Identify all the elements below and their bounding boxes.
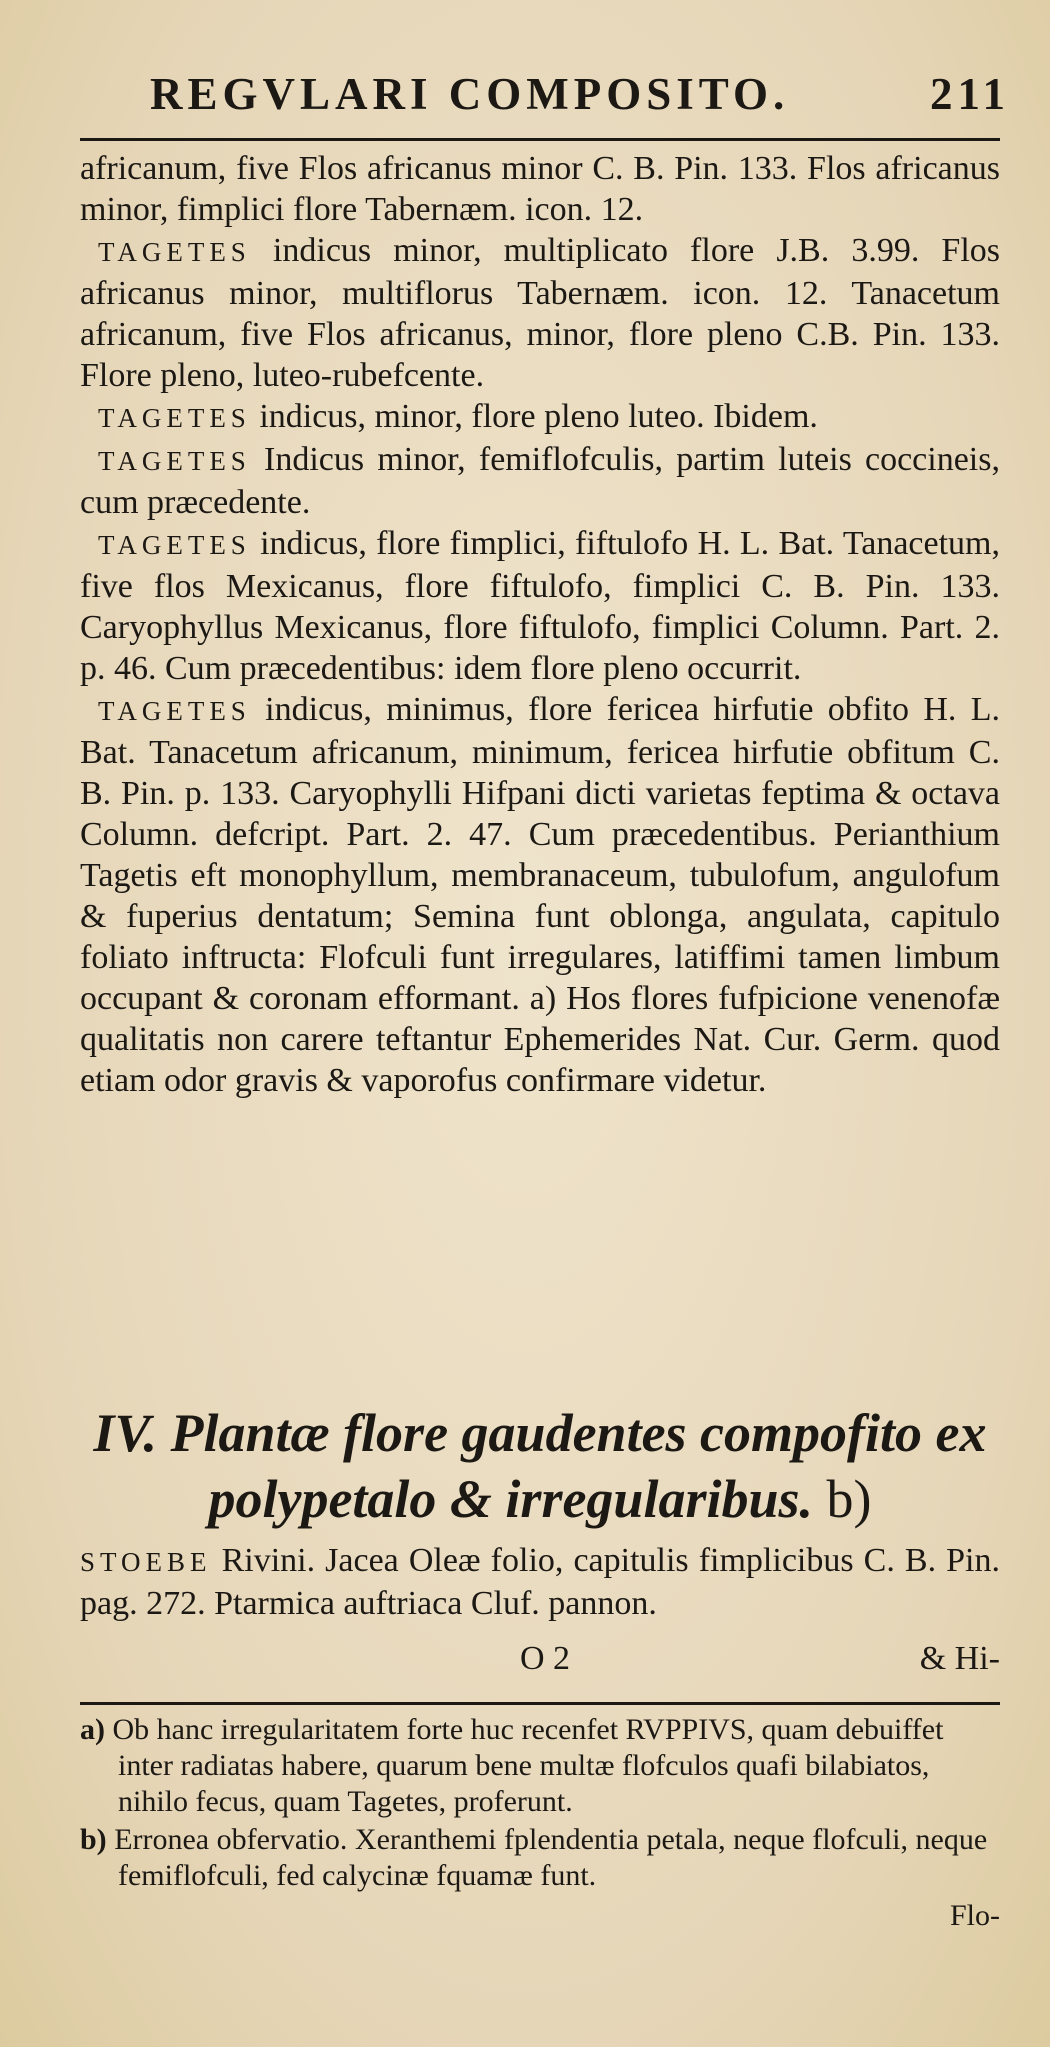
text-paragraph: africanum, five Flos africanus minor C. B. Pin. 133. Flos africanus minor, fimplici flore Tabernæm. icon. 12. [80, 150, 1000, 228]
page-number: 211 [929, 69, 1010, 119]
genus-name: TAGETES [98, 237, 251, 267]
footnote: a) Ob hanc irregularitatem forte huc recenfet RVPPIVS, quam debuiffet inter radiatas habere, quarum bene multæ flofculos quafi bilabiatos, nihilo fecus, quam Tagetes, proferunt. [80, 1713, 944, 1818]
genus-name: TAGETES [98, 403, 251, 433]
text-paragraph: TAGETES indicus, minimus, flore fericea hirfutie obfito H. L. Bat. Tanacetum africanum, minimum, fericea hirfutie obfitum C. B. Pin. p. 133. Caryophylli Hifpani dicti varietas feptima & octava Column. defcript. Part. 2. 47. Cum præcedentibus. Perianthium Tagetis eft monophyllum, membranaceum, tubulofum, angulofum & fuperius dentatum; Semina funt oblonga, angulata, capitulo foliato inftructa: Flofculi funt irregulares, latiffimi tamen limbum occupant & coronam efformant. a) Hos flores fufpicione venenofæ qualitatis non carere teftantur Ephemerides Nat. Cur. Germ. quod etiam odor gravis & vaporofus confirmare videtur. [80, 691, 1001, 1099]
footnote: b) Erronea obfervatio. Xeranthemi fplendentia petala, neque flofculi, neque femiflofculi, fed calycinæ fquamæ funt. [80, 1823, 988, 1892]
footnote-mark: b) [826, 1469, 872, 1529]
running-title: REGVLARI COMPOSITO. [150, 69, 790, 119]
header-rule [80, 138, 1000, 141]
catchword: & Hi- [919, 1640, 1000, 1677]
section-heading-line-1: IV. Plantæ flore gaudentes compofito ex [93, 1403, 987, 1463]
footnotes [80, 1712, 1000, 1934]
page-header [150, 68, 1010, 128]
genus-name: STOEBE [80, 1547, 212, 1577]
stoebe-entry: STOEBE Rivini. Jacea Oleæ folio, capitulis fimplicibus C. B. Pin. pag. 272. Ptarmica auftriaca Cluf. pannon. [80, 1542, 1001, 1622]
printer-signature: O 2 [520, 1640, 571, 1677]
genus-name: TAGETES [98, 530, 251, 560]
section-heading-line-2: polypetalo & irregularibus. b) [208, 1469, 872, 1529]
genus-name: TAGETES [98, 446, 251, 476]
footnote-rule [80, 1702, 1000, 1705]
main-text [80, 148, 1000, 1101]
text-paragraph: TAGETES Indicus minor, femiflofculis, partim luteis coccineis, cum præcedente. [80, 441, 1000, 521]
text-paragraph: TAGETES indicus minor, multiplicato flore J.B. 3.99. Flos africanus minor, multiflorus Tabernæm. icon. 12. Tanacetum africanum, five Flos africanus, minor, flore pleno C.B. Pin. 133. Flore pleno, luteo-rubefcente. [80, 232, 1000, 394]
genus-name: TAGETES [98, 696, 251, 726]
signature-line [80, 1640, 1000, 1684]
footnote-catchword: Flo- [949, 1899, 1000, 1932]
text-paragraph: TAGETES indicus, flore fimplici, fiftulofo H. L. Bat. Tanacetum, five flos Mexicanus, flore fiftulofo, fimplici C. B. Pin. 133. Caryophyllus Mexicanus, flore fiftulofo, fimplici Column. Part. 2. p. 46. Cum præcedentibus: idem flore pleno occurrit. [80, 525, 1000, 687]
text-paragraph: TAGETES indicus, minor, flore pleno luteo. Ibidem. [98, 398, 818, 435]
section-heading [80, 1400, 1000, 1532]
